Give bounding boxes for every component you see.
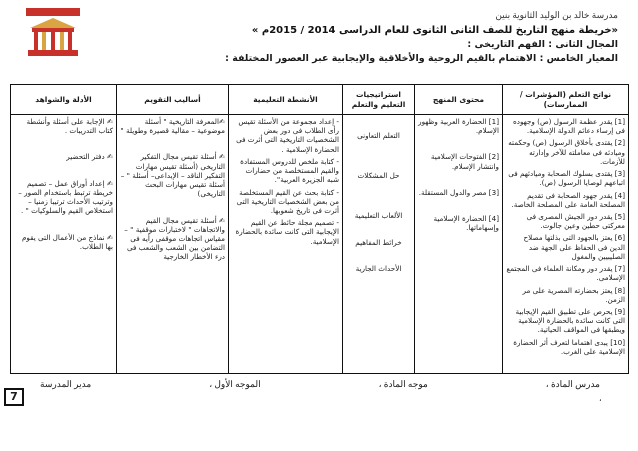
table-header-row (11, 85, 629, 115)
strategy-item: خرائط المفاهيم (355, 237, 402, 247)
school-logo-icon (22, 4, 84, 62)
assessment-item: ✍المعرفة التاريخية " أسئلة موضوعية – مقالية قصيرة وطويلة " (120, 117, 225, 136)
strategy-item: التعلم التعاونى (357, 131, 400, 140)
header-content: محتوى المنهج (415, 85, 503, 115)
activity-item: - كتابة ملخص للدروس المستفادة والقيم المستخلصة من حضارات شبه الجزيرة العربية". (240, 156, 339, 185)
strategies-cell (343, 115, 415, 374)
page-number: 7 (4, 388, 24, 406)
outcome-item: [6] يعتز بالجهود التى بذلتها مصلاح الدين فى الحفاظ على الجهة ضد الصليبيين والمغول (523, 233, 625, 261)
content-item: [4] الحضارة الإسلامية وإسهاماتها. (433, 214, 499, 233)
first-supervisor-signature: الموجه الأول ، (209, 379, 261, 389)
document-title: «خريطة منهج التاريخ للصف الثانى الثانوى للعام الدراسى 2014 / 2015م » (251, 25, 618, 36)
outcome-item: [7] يقدر دور ومكانة العلماء فى المجتمع الإسلامى. (506, 264, 625, 283)
footer-dot: ، (599, 394, 602, 403)
content-cell (415, 115, 503, 374)
outcomes-cell (503, 115, 629, 374)
content-item: [2] الفتوحات الإسلامية وانتشار الإسلام. (430, 152, 499, 171)
evidence-item: ✍ دفتر التحضير (66, 152, 113, 162)
assessment-item: ✍ أسئلة تقيس مجال القيم والاتجاهات " لاختبارات موقفية " –مقياس اتجاهات موقفى رأيه فى التضامن بين الشعب والشعب فى درء الأخطار الخارجية (124, 215, 225, 262)
evidence-cell (11, 115, 117, 374)
content-item: [3] مصر والدول المستقلة. (418, 187, 499, 197)
document-header (78, 10, 618, 64)
content-item: [1] الحضارة العربية وظهور الإسلام. (418, 117, 499, 136)
header-strategies: استراتيجيات التعليم والتعلم (343, 85, 415, 115)
outcome-item: [5] يقدر دور الجيش المصرى فى معركتى حطين وعين جالوت. (526, 211, 625, 231)
strategy-item: الأحداث الجارية (355, 263, 402, 273)
evidence-item: ✍ الإجابة على أسئلة وأنشطة كتاب التدريبات . (26, 117, 113, 136)
standard-line: المعيار الخامس : الاهتمام بالقيم الروحية والأخلاقية والإيجابية عبر العصور المختلفة : (225, 53, 618, 64)
principal-signature: مدير المدرسة (40, 379, 92, 389)
signature-footer (40, 379, 600, 390)
header-outcomes: نواتج التعلم (المؤشرات / الممارسات) (503, 85, 629, 115)
outcome-item: [4] يقدر جهود الصحابة فى تقديم المصلحة العامة على المصلحة الخاصة. (511, 190, 625, 209)
activities-cell (229, 115, 343, 374)
supervisor-signature: موجه المادة ، (378, 379, 428, 389)
activity-item: - تصميم مجلة حائط عن القيم الإيجابية التى كانت سائدة بالحضارة الإسلامية. (235, 218, 339, 246)
header-evidence: الأدلة والشواهد (11, 85, 117, 115)
activity-item: - كتابة بحث عن القيم المستخلصة من بعض الشخصيات التاريخية التى أثرت فى تاريخ شعوبها. (236, 187, 339, 215)
outcome-item: [2] يقتدى بأخلاق الرسول (ص) وحكمته وميادئه فى معاملته للآخر وإدارته للأزمات. (508, 138, 625, 166)
strategy-item: حل المشكلات (357, 171, 400, 181)
outcome-item: [9] يحرص على تطبيق القيم الإيجابية التى كانت سائدة بالحضارة الإسلامية ويطبقها فى المواقف الحياتية. (515, 306, 625, 335)
assessment-cell (117, 115, 229, 374)
assessment-item: ✍ أسئلة تقيس مجال التفكير التاريخى (أسئلة تقيس مهارات التفكير الناقد – الإبداعى– أسئلة " – أسئلة تقيس مهارات البحث التاريخى) (120, 152, 225, 199)
strategy-item: الألعاب التعليمية (354, 211, 403, 221)
header-activities: الأنشطة التعليمية (229, 85, 343, 115)
evidence-item: ✍ إعداد أوراق عمل – تصميم خريطة ترتبط باستخدام الصور –وترتيب الأحداث ترتيبا زمنيا –استخلاص القيم والسلوكيات " . (18, 178, 113, 216)
evidence-item: ✍ نماذج من الأعمال التى يقوم بها الطلاب. (21, 232, 113, 251)
outcome-item: [8] يعتز بحضارته المصرية على مر الزمن. (522, 285, 625, 304)
teacher-signature: مدرس المادة ، (545, 379, 600, 389)
outcome-item: [1] يقدر عظمة الرسول (ص) وجهوده فى إرساء دعائم الدولة الإسلامية. (512, 117, 625, 136)
outcome-item: [3] يقتدى بسلوك الصحابة وميادئهم فى اتباعهم لوصايا الرسول (ص). (508, 169, 625, 188)
activity-item: - إعداد مجموعة من الأسئلة تقيس رأى الطلاب فى دور بعض الشخصيات التاريخية التى أثرت فى الحضارة الإسلامية . (236, 117, 339, 154)
outcome-item: [10] يبدى اهتماما لتعرف أثر الحضارة الإسلامية على الغرب. (513, 337, 625, 356)
table-row (11, 115, 629, 374)
header-assessment: أساليب التقويم (117, 85, 229, 115)
curriculum-table (10, 84, 629, 374)
domain-line: المجال الثانى : الفهم التاريخى : (467, 39, 618, 50)
school-name: مدرسة خالد بن الوليد الثانوية بنين (495, 10, 618, 20)
